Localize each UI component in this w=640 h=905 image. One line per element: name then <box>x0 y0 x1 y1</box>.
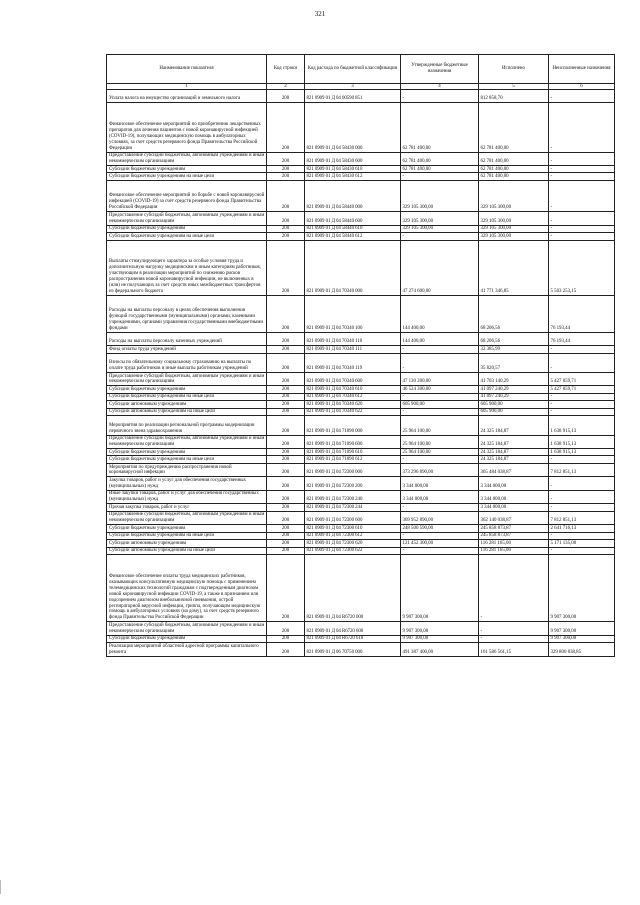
row-approved-cell: 47 274 600,00 <box>401 240 479 295</box>
row-kbk-cell: 821 0909 01 Д 04 58430 610 <box>305 165 401 173</box>
row-kbk-cell: 821 0909 01 Д 04 R6720 610 <box>305 635 401 643</box>
row-executed-cell: 24 325 184,87 <box>479 435 549 448</box>
row-approved-cell: 25 964 100,00 <box>401 435 479 448</box>
row-kbk-cell: 821 0909 01 Д 06 70750 000 <box>305 643 401 656</box>
row-approved-cell: 329 105 300,00 <box>401 225 479 233</box>
row-executed-cell: 62 781 400,00 <box>479 152 549 165</box>
table-row <box>107 152 615 165</box>
row-code-cell: 200 <box>267 225 305 233</box>
row-approved-cell: 491 387 400,00 <box>401 643 479 656</box>
row-executed-cell: 41 771 346,85 <box>479 240 549 295</box>
table-row <box>107 540 615 548</box>
row-code-cell: 200 <box>267 532 305 540</box>
row-executed-cell: 605 900,00 <box>479 408 549 416</box>
row-name-cell: Субсидии автономным учреждениям <box>107 540 267 548</box>
row-executed-cell: 68 206,56 <box>479 332 549 345</box>
row-kbk-cell: 821 0909 01 Д 04 72300 000 <box>305 463 401 476</box>
row-remaining-cell: - <box>549 393 615 401</box>
row-name-cell: Мероприятия по реализации региональной программы модернизации первичного звена здравоохранения <box>107 416 267 435</box>
row-remaining-cell: - <box>549 165 615 173</box>
row-approved-cell: 329 105 300,00 <box>401 212 479 225</box>
row-code-cell: 200 <box>267 477 305 490</box>
row-remaining-cell: 1 638 915,13 <box>549 435 615 448</box>
table-row <box>107 212 615 225</box>
row-name-cell: Субсидии бюджетным учреждениям <box>107 386 267 394</box>
row-remaining-cell: 9 907 300,00 <box>549 555 615 622</box>
row-remaining-cell: - <box>549 233 615 241</box>
row-executed-cell: 245 858 873,87 <box>479 525 549 533</box>
row-name-cell: Реализация мероприятий областной адресной программы капитального ремонта <box>107 643 267 656</box>
row-approved-cell: 121 452 300,00 <box>401 540 479 548</box>
table-row <box>107 393 615 401</box>
row-remaining-cell: - <box>549 173 615 181</box>
row-name-cell: Фонд оплаты труда учреждений <box>107 346 267 354</box>
row-approved-cell: 144 400,00 <box>401 295 479 332</box>
table-body <box>107 90 615 657</box>
row-name-cell: Иные закупки товаров, работ и услуг для обеспечения государственных (муниципальных) нужд <box>107 490 267 503</box>
row-remaining-cell: - <box>549 490 615 503</box>
row-code-cell: 200 <box>267 540 305 548</box>
row-kbk-cell: 821 0909 01 Д 04 72300 610 <box>305 525 401 533</box>
row-executed-cell: 62 781 400,00 <box>479 103 549 152</box>
table-row <box>107 233 615 241</box>
row-remaining-cell: 5 503 253,15 <box>549 240 615 295</box>
row-kbk-cell: 821 0909 01 Д 04 72300 200 <box>305 477 401 490</box>
table-row <box>107 416 615 435</box>
row-remaining-cell: 76 193,44 <box>549 332 615 345</box>
row-kbk-cell: 821 0909 01 Д 04 72300 622 <box>305 547 401 555</box>
row-approved-cell: 25 964 100,00 <box>401 448 479 456</box>
row-code-cell: 200 <box>267 353 305 372</box>
row-code-cell: 200 <box>267 416 305 435</box>
row-kbk-cell: 821 0909 01 Д 04 70340 620 <box>305 401 401 409</box>
row-executed-cell: 62 781 400,00 <box>479 173 549 181</box>
row-code-cell: 200 <box>267 233 305 241</box>
row-name-cell: Субсидии бюджетным учреждениям <box>107 165 267 173</box>
row-name-cell: Финансовое обеспечение мероприятий по борьбе с новой коронавирусной инфекцией (COVID-19) за счет средств резервного фонда Правительства Российской Федерации <box>107 180 267 211</box>
row-executed-cell: 329 105 300,00 <box>479 225 549 233</box>
column-number: 6 <box>549 84 615 90</box>
row-kbk-cell: 821 0909 01 Д 04 72300 600 <box>305 511 401 524</box>
row-kbk-cell: 821 0909 01 Д 04 70340 100 <box>305 295 401 332</box>
header-remaining: Неисполненные назначения <box>549 55 615 84</box>
row-remaining-cell: 1 638 915,13 <box>549 416 615 435</box>
row-executed-cell: 68 206,56 <box>479 295 549 332</box>
table-row <box>107 435 615 448</box>
row-code-cell: 200 <box>267 555 305 622</box>
row-approved-cell: 248 500 590,00 <box>401 525 479 533</box>
row-executed-cell: 329 105 300,00 <box>479 212 549 225</box>
table-row <box>107 295 615 332</box>
row-name-cell: Расходы на выплаты персоналу в целях обеспечения выполнения функций государственными (муниципальными) органами, казенными учреждениями, органами управления государственными внебюджетными фондами <box>107 295 267 332</box>
row-code-cell: 200 <box>267 165 305 173</box>
row-approved-cell: - <box>401 547 479 555</box>
page-number: 321 <box>314 10 326 18</box>
row-kbk-cell: 821 0909 01 Д 04 R6720 000 <box>305 555 401 622</box>
row-approved-cell: 47 130 200,00 <box>401 373 479 386</box>
row-executed-cell: 365 484 038,87 <box>479 463 549 476</box>
row-name-cell: Расходы на выплаты персоналу казенных учреждений <box>107 332 267 345</box>
row-name-cell: Предоставление субсидий бюджетным, автономным учреждениям и иным некоммерческим организациям <box>107 212 267 225</box>
column-number: 2 <box>267 84 305 90</box>
row-approved-cell: - <box>401 504 479 512</box>
row-name-cell: Субсидии бюджетным учреждениям на иные цели <box>107 173 267 181</box>
row-name-cell: Предоставление субсидий бюджетным, автономным учреждениям и иным некоммерческим организациям <box>107 152 267 165</box>
table-row <box>107 240 615 295</box>
table-row <box>107 165 615 173</box>
row-kbk-cell: 821 0909 01 Д 04 00590 851 <box>305 90 401 103</box>
row-kbk-cell: 821 0909 01 Д 04 58440 610 <box>305 225 401 233</box>
row-approved-cell: - <box>401 456 479 464</box>
budget-execution-table-container <box>106 54 614 657</box>
row-remaining-cell: - <box>549 408 615 416</box>
row-code-cell: 200 <box>267 643 305 656</box>
row-name-cell: Закупка товаров, работ и услуг для обеспечения государственных (муниципальных) нужд <box>107 477 267 490</box>
table-row <box>107 90 615 103</box>
row-approved-cell: 46 524 300,00 <box>401 386 479 394</box>
row-remaining-cell: 7 812 851,13 <box>549 463 615 476</box>
scan-edge-mark <box>0 880 7 894</box>
row-kbk-cell: 821 0909 01 Д 04 70340 612 <box>305 393 401 401</box>
column-number: 3 <box>305 84 401 90</box>
header-indicator-name: Наименование показателя <box>107 55 267 84</box>
row-name-cell: Субсидии бюджетным учреждениям <box>107 448 267 456</box>
row-name-cell: Предоставление субсидий бюджетным, автономным учреждениям и иным некоммерческим организациям <box>107 435 267 448</box>
row-executed-cell: 3 344 000,00 <box>479 490 549 503</box>
table-row <box>107 504 615 512</box>
row-executed-cell: 24 325 184,87 <box>479 448 549 456</box>
row-approved-cell: - <box>401 532 479 540</box>
row-approved-cell: 62 781 400,00 <box>401 103 479 152</box>
row-code-cell: 200 <box>267 547 305 555</box>
row-code-cell: 200 <box>267 212 305 225</box>
row-executed-cell: 41 097 240,29 <box>479 386 549 394</box>
row-name-cell: Субсидии бюджетным учреждениям на иные цели <box>107 393 267 401</box>
row-name-cell: Уплата налога на имущество организаций и земельного налога <box>107 90 267 103</box>
row-code-cell: 200 <box>267 332 305 345</box>
row-remaining-cell: - <box>549 180 615 211</box>
table-row <box>107 180 615 211</box>
table-row <box>107 532 615 540</box>
row-name-cell: Субсидии бюджетным учреждениям <box>107 635 267 643</box>
row-kbk-cell: 821 0909 01 Д 04 71090 000 <box>305 416 401 435</box>
row-remaining-cell: - <box>549 212 615 225</box>
row-remaining-cell: 7 812 851,13 <box>549 511 615 524</box>
row-code-cell: 200 <box>267 295 305 332</box>
row-name-cell: Субсидии бюджетным учреждениям <box>107 225 267 233</box>
row-remaining-cell: - <box>549 401 615 409</box>
row-remaining-cell: - <box>549 103 615 152</box>
row-remaining-cell: - <box>549 547 615 555</box>
table-row <box>107 555 615 622</box>
row-name-cell: Мероприятия по предупреждению распространения новой коронавирусной инфекции <box>107 463 267 476</box>
row-code-cell: 200 <box>267 103 305 152</box>
row-name-cell: Субсидии бюджетным учреждениям на иные цели <box>107 532 267 540</box>
table-row <box>107 225 615 233</box>
row-executed-cell: 35 820,57 <box>479 353 549 372</box>
row-approved-cell: 3 344 000,00 <box>401 490 479 503</box>
row-kbk-cell: 821 0909 01 Д 04 58440 612 <box>305 233 401 241</box>
row-remaining-cell: - <box>549 152 615 165</box>
row-executed-cell: 362 140 038,87 <box>479 511 549 524</box>
row-executed-cell: 116 281 165,00 <box>479 547 549 555</box>
row-code-cell: 200 <box>267 463 305 476</box>
header-approved: Утвержденные бюджетные назначения <box>401 55 479 84</box>
row-name-cell: Финансовое обеспечение оплаты труда медицинских работников, оказывающих консультативную медицинскую помощь с применением телемедицинских технологий гражданам с подтвержденным диагнозом новой коронавирусной инфекции COVID-19, а также в признанием или подозрением диагнозом внебольничной пневмонии, острой респираторной вирусной инфекции, гриппа, получающим медицинскую помощь в амбулаторных условиях (на дому), за счет средств резервного фонда Правительства Российской Федерации <box>107 555 267 622</box>
row-executed-cell: - <box>479 622 549 635</box>
row-approved-cell: 62 781 400,00 <box>401 152 479 165</box>
row-executed-cell: 24 325 184,87 <box>479 456 549 464</box>
row-executed-cell: - <box>479 635 549 643</box>
row-kbk-cell: 821 0909 01 Д 04 R6720 600 <box>305 622 401 635</box>
row-approved-cell: 144 400,00 <box>401 332 479 345</box>
row-name-cell: Предоставление субсидий бюджетным, автономным учреждениям и иным некоммерческим организациям <box>107 373 267 386</box>
table-row <box>107 635 615 643</box>
row-kbk-cell: 821 0909 01 Д 04 72300 620 <box>305 540 401 548</box>
row-approved-cell: 373 296 890,00 <box>401 463 479 476</box>
row-remaining-cell: - <box>549 532 615 540</box>
row-approved-cell: - <box>401 408 479 416</box>
table-row <box>107 401 615 409</box>
table-row <box>107 547 615 555</box>
row-kbk-cell: 821 0909 01 Д 04 58440 600 <box>305 212 401 225</box>
row-remaining-cell: 329 800 838,85 <box>549 643 615 656</box>
row-remaining-cell: - <box>549 477 615 490</box>
table-row <box>107 511 615 524</box>
table-row <box>107 332 615 345</box>
row-name-cell: Выплаты стимулирующего характера за особые условия труда и дополнительную нагрузку медицинским и иным категориям работников, участвующим в реализации мероприятий по снижению рисков распространения новой коронавирусной инфекции, не включенных в (или) не получающих за счет средств иных межбюджетных трансфертов из федерального бюджета <box>107 240 267 295</box>
row-code-cell: 200 <box>267 435 305 448</box>
row-approved-cell: 605 900,00 <box>401 401 479 409</box>
row-remaining-cell: - <box>549 504 615 512</box>
row-executed-cell: 24 325 184,87 <box>479 416 549 435</box>
table-row <box>107 525 615 533</box>
row-code-cell: 200 <box>267 622 305 635</box>
row-name-cell: Предоставление субсидий бюджетным, автономным учреждениям и иным некоммерческим организациям <box>107 622 267 635</box>
table-row <box>107 490 615 503</box>
row-kbk-cell: 821 0909 01 Д 04 72300 612 <box>305 532 401 540</box>
table-row <box>107 408 615 416</box>
row-code-cell: 200 <box>267 152 305 165</box>
row-kbk-cell: 821 0909 01 Д 04 72300 244 <box>305 504 401 512</box>
table-row <box>107 353 615 372</box>
row-approved-cell: 369 952 890,00 <box>401 511 479 524</box>
row-code-cell: 200 <box>267 408 305 416</box>
row-code-cell: 200 <box>267 373 305 386</box>
row-approved-cell: - <box>401 233 479 241</box>
column-number: 4 <box>401 84 479 90</box>
row-executed-cell: 812 858,70 <box>479 90 549 103</box>
row-code-cell: 200 <box>267 448 305 456</box>
row-approved-cell: - <box>401 346 479 354</box>
row-kbk-cell: 821 0909 01 Д 04 58430 612 <box>305 173 401 181</box>
table-row <box>107 477 615 490</box>
row-approved-cell: 329 105 300,00 <box>401 180 479 211</box>
row-executed-cell: 116 281 165,00 <box>479 540 549 548</box>
row-kbk-cell: 821 0909 01 Д 04 70340 610 <box>305 386 401 394</box>
row-code-cell: 200 <box>267 525 305 533</box>
row-name-cell: Субсидии автономным учреждениям на иные цели <box>107 547 267 555</box>
row-name-cell: Предоставление субсидий бюджетным, автономным учреждениям и иным некоммерческим организациям <box>107 511 267 524</box>
row-remaining-cell: 5 427 059,71 <box>549 386 615 394</box>
row-kbk-cell: 821 0909 01 Д 04 71090 600 <box>305 435 401 448</box>
row-approved-cell: 62 781 400,00 <box>401 165 479 173</box>
row-code-cell: 200 <box>267 490 305 503</box>
row-remaining-cell: - <box>549 225 615 233</box>
row-executed-cell: 329 105 300,00 <box>479 180 549 211</box>
row-approved-cell: 9 907 300,00 <box>401 622 479 635</box>
row-code-cell: 200 <box>267 173 305 181</box>
row-kbk-cell: 821 0909 01 Д 04 70340 119 <box>305 353 401 372</box>
row-code-cell: 200 <box>267 635 305 643</box>
row-name-cell: Финансовое обеспечение мероприятий по приобретению лекарственных препаратов для лечения пациентов с новой коронавирусной инфекцией (COVID-19), получающих медицинскую помощь в амбулаторных условиях, за счет средств резервного фонда Правительства Российской Федерации <box>107 103 267 152</box>
row-code-cell: 200 <box>267 240 305 295</box>
table-header-row <box>107 55 615 84</box>
row-code-cell: 200 <box>267 90 305 103</box>
row-name-cell: Субсидии автономным учреждениям на иные цели <box>107 408 267 416</box>
row-kbk-cell: 821 0909 01 Д 04 58430 000 <box>305 103 401 152</box>
row-kbk-cell: 821 0909 01 Д 04 58430 600 <box>305 152 401 165</box>
row-remaining-cell: 5 427 059,71 <box>549 373 615 386</box>
row-executed-cell: 32 385,99 <box>479 346 549 354</box>
header-budget-classification: Код расхода по бюджетной классификации <box>305 55 401 84</box>
row-kbk-cell: 821 0909 01 Д 04 71090 610 <box>305 448 401 456</box>
row-kbk-cell: 821 0909 01 Д 04 70340 000 <box>305 240 401 295</box>
row-executed-cell: 605 900,00 <box>479 401 549 409</box>
row-name-cell: Взносы по обязательному социальному страхованию на выплаты по оплате труда работников и иные выплаты работникам учреждений <box>107 353 267 372</box>
row-approved-cell: - <box>401 90 479 103</box>
row-executed-cell: 329 105 300,00 <box>479 233 549 241</box>
table-row <box>107 622 615 635</box>
row-executed-cell: 161 586 561,15 <box>479 643 549 656</box>
row-remaining-cell: 9 907 300,00 <box>549 622 615 635</box>
row-kbk-cell: 821 0909 01 Д 04 70340 600 <box>305 373 401 386</box>
row-executed-cell: 245 858 873,87 <box>479 532 549 540</box>
row-executed-cell: 3 344 000,00 <box>479 504 549 512</box>
row-name-cell: Субсидии автономным учреждениям <box>107 401 267 409</box>
table-row <box>107 643 615 656</box>
row-code-cell: 200 <box>267 386 305 394</box>
row-kbk-cell: 821 0909 01 Д 04 70340 111 <box>305 346 401 354</box>
table-row <box>107 463 615 476</box>
row-code-cell: 200 <box>267 504 305 512</box>
row-executed-cell: 41 097 240,29 <box>479 393 549 401</box>
row-name-cell: Прочая закупка товаров, работ и услуг <box>107 504 267 512</box>
table-row <box>107 448 615 456</box>
row-kbk-cell: 821 0909 01 Д 04 70340 622 <box>305 408 401 416</box>
row-executed-cell: - <box>479 555 549 622</box>
row-executed-cell: 3 344 000,00 <box>479 477 549 490</box>
row-approved-cell: 9 907 300,00 <box>401 555 479 622</box>
row-code-cell: 200 <box>267 456 305 464</box>
row-executed-cell: 62 781 400,00 <box>479 165 549 173</box>
table-row <box>107 456 615 464</box>
row-remaining-cell: - <box>549 90 615 103</box>
row-remaining-cell: 76 193,44 <box>549 295 615 332</box>
row-approved-cell: 9 907 300,00 <box>401 635 479 643</box>
table-row <box>107 386 615 394</box>
row-approved-cell: 25 964 100,00 <box>401 416 479 435</box>
row-approved-cell: 3 344 000,00 <box>401 477 479 490</box>
row-kbk-cell: 821 0909 01 Д 04 70340 110 <box>305 332 401 345</box>
budget-execution-table <box>106 54 615 657</box>
row-name-cell: Субсидии бюджетным учреждениям <box>107 525 267 533</box>
row-name-cell: Субсидии бюджетным учреждениям на иные цели <box>107 456 267 464</box>
header-line-code: Код строки <box>267 55 305 84</box>
row-executed-cell: 41 703 140,29 <box>479 373 549 386</box>
row-remaining-cell: 1 638 915,13 <box>549 448 615 456</box>
row-remaining-cell: 2 641 716,13 <box>549 525 615 533</box>
row-kbk-cell: 821 0909 01 Д 04 58440 000 <box>305 180 401 211</box>
row-code-cell: 200 <box>267 346 305 354</box>
row-approved-cell: - <box>401 393 479 401</box>
row-approved-cell: - <box>401 173 479 181</box>
row-kbk-cell: 821 0909 01 Д 04 71090 612 <box>305 456 401 464</box>
row-remaining-cell: - <box>549 346 615 354</box>
table-row <box>107 373 615 386</box>
row-kbk-cell: 821 0909 01 Д 04 72300 240 <box>305 490 401 503</box>
table-row <box>107 173 615 181</box>
column-number: 5 <box>479 84 549 90</box>
row-code-cell: 200 <box>267 401 305 409</box>
row-code-cell: 200 <box>267 180 305 211</box>
table-row <box>107 346 615 354</box>
column-number: 1 <box>107 84 267 90</box>
row-remaining-cell: - <box>549 353 615 372</box>
header-executed: Исполнено <box>479 55 549 84</box>
table-row <box>107 103 615 152</box>
row-remaining-cell: 9 907 300,00 <box>549 635 615 643</box>
row-code-cell: 200 <box>267 393 305 401</box>
row-remaining-cell: 5 171 135,00 <box>549 540 615 548</box>
row-code-cell: 200 <box>267 511 305 524</box>
row-name-cell: Субсидии бюджетным учреждениям на иные цели <box>107 233 267 241</box>
row-approved-cell: - <box>401 353 479 372</box>
row-remaining-cell: - <box>549 456 615 464</box>
